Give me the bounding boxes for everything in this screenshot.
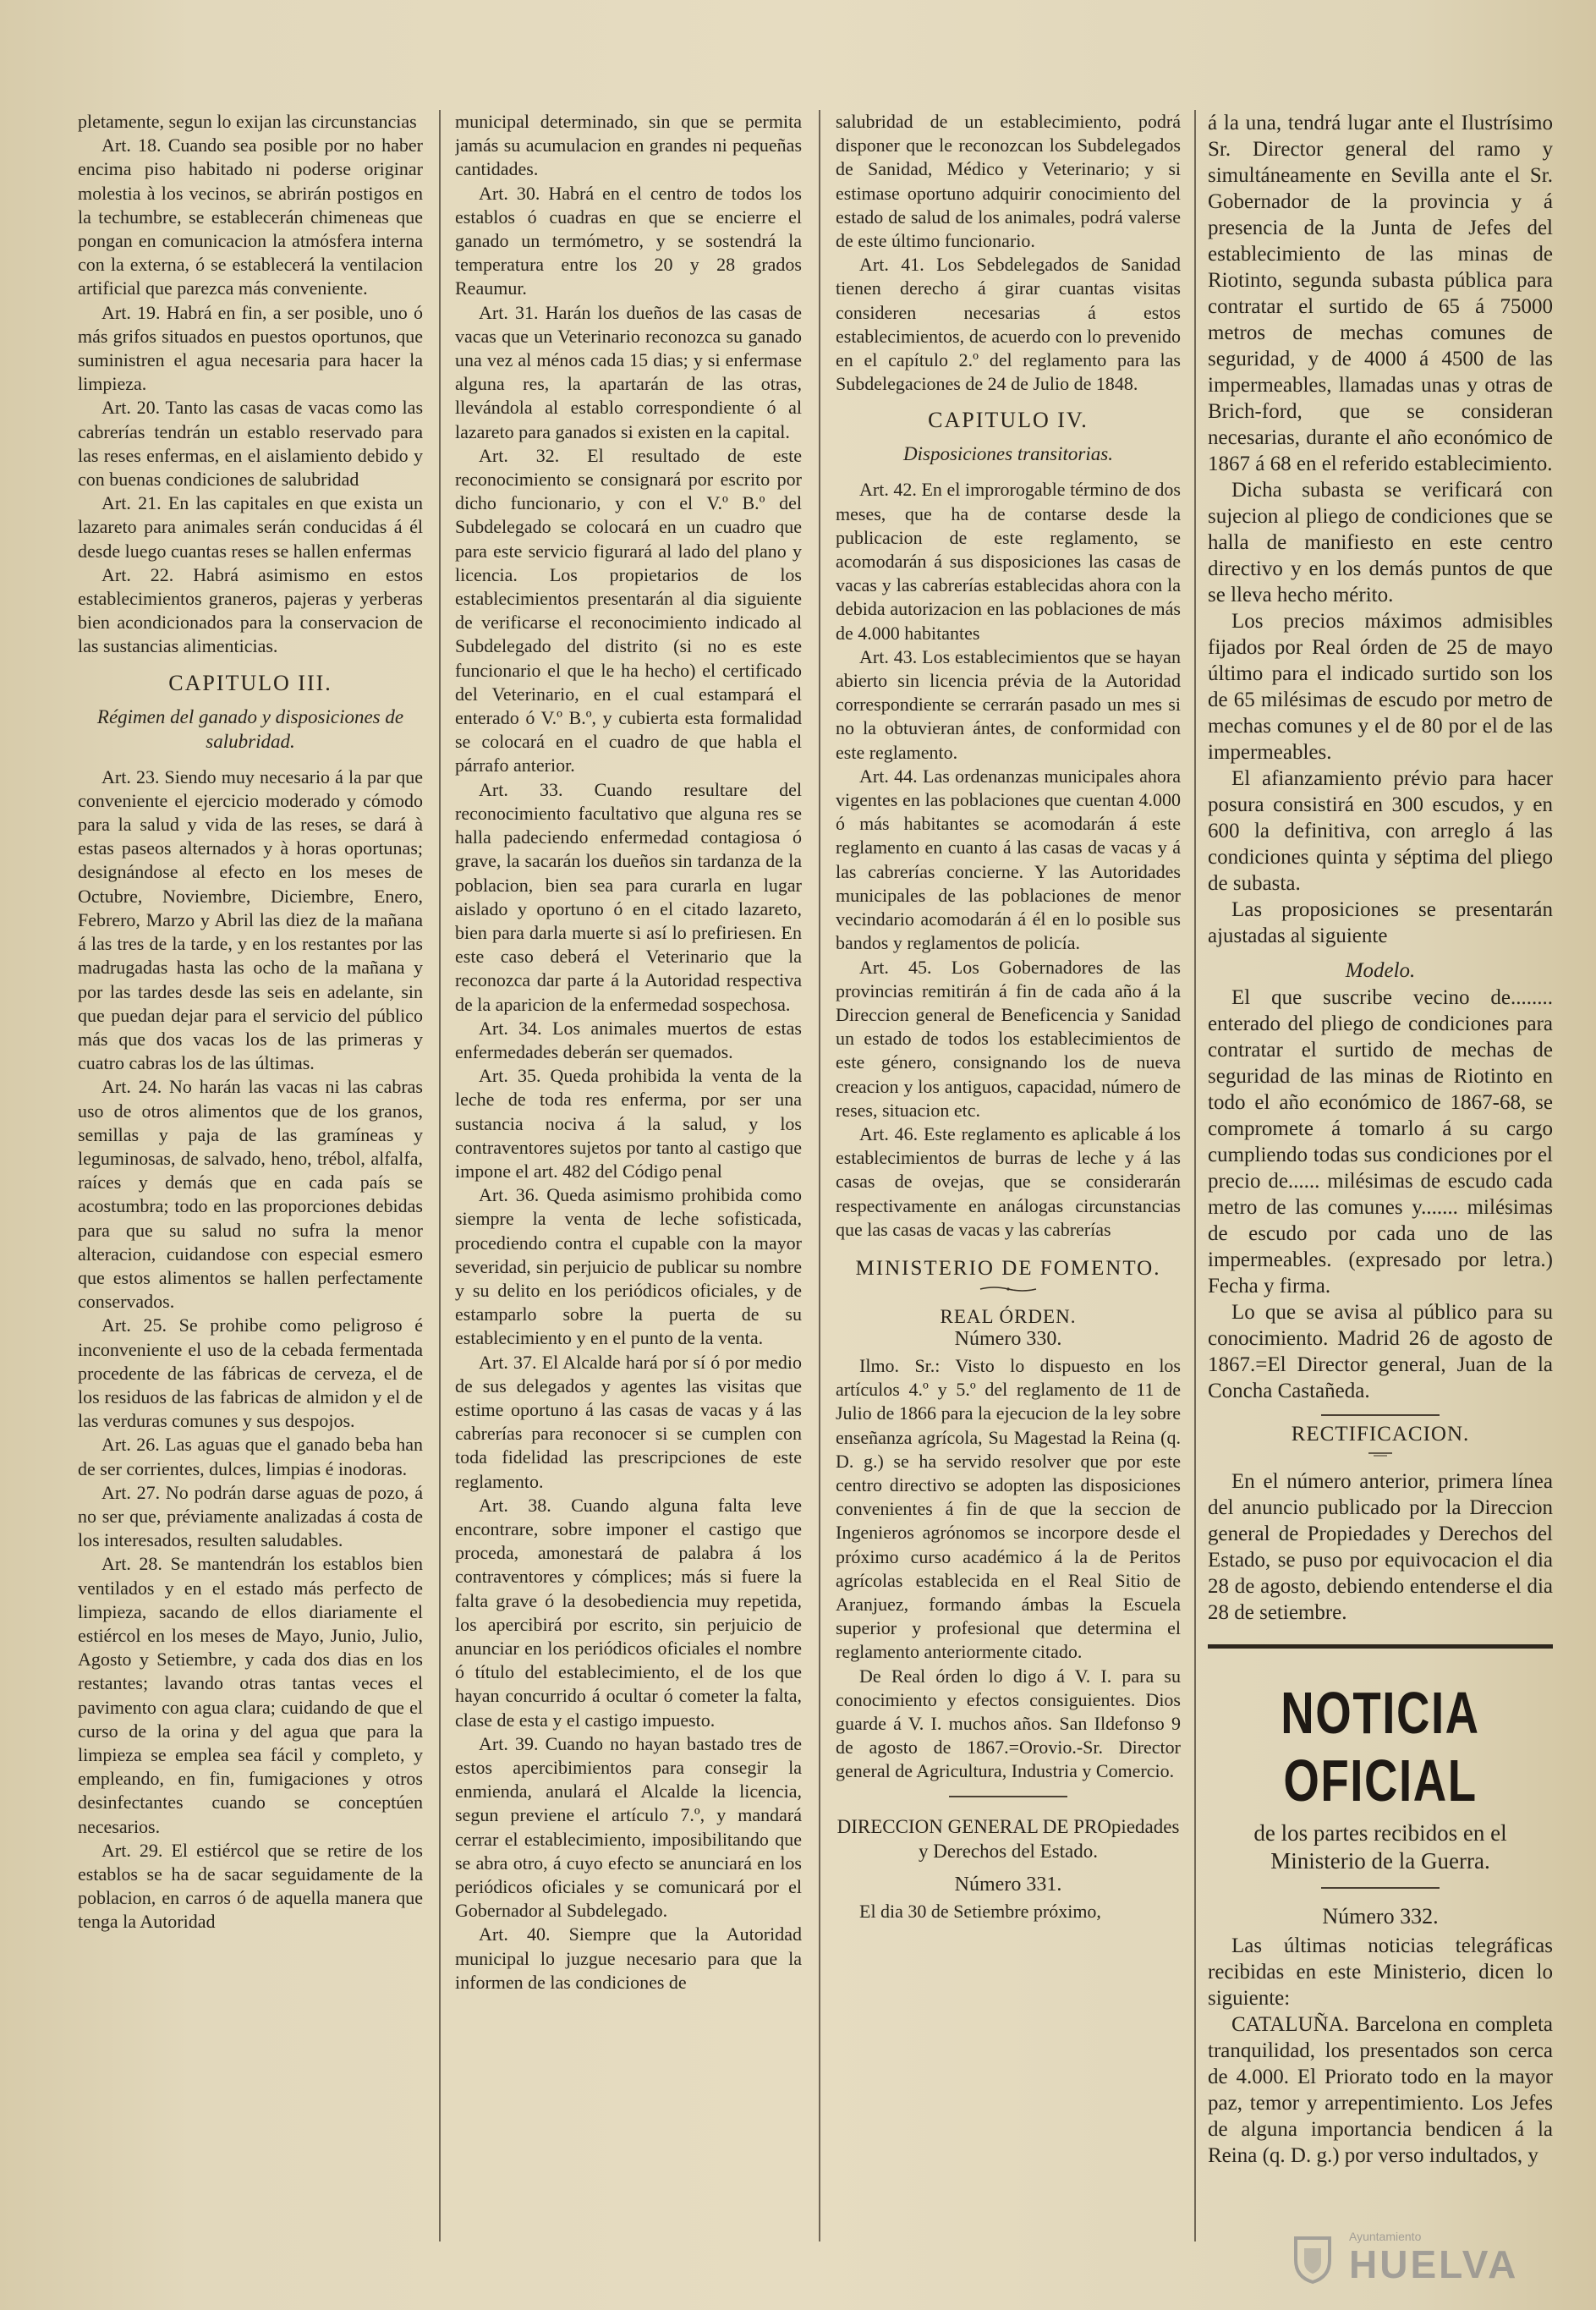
direction-heading: DIRECCION GENERAL DE PROpiedades y Derechos del Estado. bbox=[836, 1815, 1180, 1862]
paragraph: Ilmo. Sr.: Visto lo dispuesto en los artículos 4.º y 5.º del reglamento de 11 de Julio de 1866 para la ejecucion de la ley sobre enseñanza agrícola, Su Magestad la Reina (q. D. g.) se ha servido resolver que por este centro directivo se adopten las disposiciones convenientes á fin de que la seccion de Ingenieros agrónomos se incorpore desde el próximo curso académico á la de Peritos agrícolas establecida en el Real Sitio de Aranjuez, formando ámbas la Escuela superior y profesional que determina el reglamento anteriormente citado. bbox=[836, 1354, 1181, 1663]
article-40: Art. 40. Siempre que la Autoridad municipal lo juzgue necesario para que la informen de las condiciones de bbox=[455, 1923, 802, 1993]
column-rule bbox=[1194, 110, 1196, 2241]
ornament-divider-icon bbox=[979, 1286, 1038, 1292]
article-19: Art. 19. Habrá en fin, a ser posible, uno ó más grifos situados en puestos oportunos, que suministren el agua necesaria para hacer la limpieza. bbox=[78, 301, 423, 395]
divider bbox=[1321, 1887, 1440, 1889]
article-21: Art. 21. En las capitales en que exista un lazareto para animales serán conducidas á él desde luego cuantas reses se hallen enfermas bbox=[78, 492, 423, 562]
article-29: Art. 29. El estiércol que se retire de los establos se ha de sacar seguidamente de la poblacion, en carros ó de aquella manera que tenga la Autoridad bbox=[78, 1839, 423, 1933]
ministry-heading: MINISTERIO DE FOMENTO. bbox=[855, 1256, 1161, 1280]
article-24: Art. 24. No harán las vacas ni las cabras uso de otros alimentos que de los granos, semillas y paja de las gramíneas y leguminosas, de salvado, heno, trébol, alfalfa, raíces y demás que en cada país se acostumbra; todo en las proporciones debidas para que su salud no sufra la menor alteracion, cuidandose con especial esmero que estos alimentos se hallen perfectamente conservados. bbox=[78, 1076, 423, 1313]
column-rule bbox=[819, 110, 820, 2241]
model-heading: Modelo. bbox=[1345, 959, 1416, 982]
paragraph: salubridad de un establecimiento, podrá disponer que le reconozcan los Subdelegados de Sanidad, Médico y Veterinario; y si estimase oportuno adquirir conocimiento del estado de salud de los animales, podrá valerse de este último funcionario. bbox=[836, 111, 1181, 252]
article-22: Art. 22. Habrá asimismo en estos establecimientos graneros, pajeras y yerberas bien acondicionados para la conservacion de las sustancias alimenticias. bbox=[78, 563, 423, 657]
paragraph: Las últimas noticias telegráficas recibidas en este Ministerio, dicen lo siguiente: bbox=[1208, 1934, 1553, 2010]
article-39: Art. 39. Cuando no hayan bastado tres de estos apercibimientos para consegir la enmienda, anulará el Alcalde la licencia, segun previene el artículo 7.º, y mandará cerrar el establecimiento, imposibilitando que se abra otro, á cuyo efecto se anunciará en los periódicos oficiales y se comunicará por el Gobernador al Subdelegado. bbox=[455, 1732, 802, 1922]
rectification-heading: RECTIFICACION. bbox=[1291, 1423, 1470, 1446]
article-37: Art. 37. El Alcalde hará por sí ó por medio de sus delegados y agentes las visitas que estime oportuno á las casas de vacas y á las cabrerías para reconocer si se cumplen con toda fidelidad las prescripciones de este reglamento. bbox=[455, 1351, 802, 1492]
noticia-subtitle: de los partes recibidos en el Ministerio de la Guerra. bbox=[1253, 1820, 1507, 1874]
article-36: Art. 36. Queda asimismo prohibida como siempre la venta de leche sofisticada, procediendo contra el cupable con la mayor severidad, sin perjuicio de publicar su nombre y su delito en los periódicos oficiales, y de estamparlo sobre la puerta de su establecimiento y en el punto de la venta. bbox=[455, 1184, 802, 1349]
paragraph: CATALUÑA. Barcelona en completa tranquilidad, los presentados son cerca de 4.000. El Priorato todo en la mayor paz, temor y arrepentimiento. Los Jefes de alguna importancia bendicen á la Reina (q. D. g.) por verso indultados, y bbox=[1208, 2013, 1553, 2167]
coat-of-arms-icon bbox=[1286, 2231, 1340, 2285]
paragraph: municipal determinado, sin que se permita jamás su acumulacion en grandes ni pequeñas cantidades. bbox=[455, 111, 802, 180]
order-number: Número 331. bbox=[954, 1873, 1062, 1896]
column-2 bbox=[455, 110, 802, 2241]
article-34: Art. 34. Los animales muertos de estas enfermedades deberán ser quemados. bbox=[455, 1017, 802, 1062]
column-3 bbox=[836, 110, 1181, 2241]
paragraph: El que suscribe vecino de........ enterado del pliego de condiciones para contratar el surtido de mechas de seguridad de las minas de Riotinto en todo el año económico de 1867-68, se compromete á tomarlo á su cargo cumpliendo todas sus condiciones por el precio de...... milésimas de escudo cada metro de las comunes y....... milésimas de escudo por cada uno de las impermeables. (expresado por letra.) Fecha y firma. bbox=[1208, 986, 1553, 1298]
article-41: Art. 41. Los Sebdelegados de Sanidad tienen derecho á girar cuantas visitas consideren necesarias á estos establecimientos, de acuerdo con lo prevenido en el capítulo 2.º del reglamento para las Subdelegaciones de 24 de Julio de 1848. bbox=[836, 254, 1181, 395]
chapter-heading: CAPITULO III. bbox=[168, 670, 332, 695]
article-20: Art. 20. Tanto las casas de vacas como las cabrerías tendrán un establo reservado para las reses enfermas, en el aislamiento debido y con buenas condiciones de salubridad bbox=[78, 397, 423, 491]
real-orden-heading: REAL ÓRDEN. bbox=[940, 1305, 1077, 1327]
chapter-heading: CAPITULO IV. bbox=[928, 408, 1089, 433]
article-35: Art. 35. Queda prohibida la venta de la leche de toda res enferma, por ser una sustancia nociva á la salud, y los contraventores sujetos por tanto al castigo que impone el art. 482 del Código penal bbox=[455, 1065, 802, 1182]
short-dash-icon bbox=[1365, 1451, 1396, 1457]
column-rule bbox=[439, 110, 441, 2241]
paragraph: De Real órden lo digo á V. I. para su conocimiento y efectos consiguientes. Dios guarde á V. I. muchos años. San Ildefonso 9 de agosto de 1867.=Orovio.-Sr. Director general de Agricultura, Industria y Comercio. bbox=[836, 1665, 1181, 1782]
watermark-big-text: HUELVA bbox=[1349, 2242, 1519, 2286]
chapter-subtitle: Disposiciones transitorias. bbox=[903, 443, 1113, 465]
watermark-small-text: Ayuntamiento bbox=[1349, 2230, 1422, 2243]
paragraph: El afianzamiento prévio para hacer posura consistirá en 300 escudos, y en 600 la definitiva, con arreglo á las condiciones quinta y séptima del pliego de subasta. bbox=[1208, 767, 1553, 895]
chapter-subtitle: Régimen del ganado y disposiciones de salubridad. bbox=[96, 705, 404, 752]
column-4 bbox=[1208, 110, 1553, 2225]
paragraph: Dicha subasta se verificará con sujecion al pliego de condiciones que se halla de manifiesto en este centro directivo y en los demás puntos de que se lleva hecho mérito. bbox=[1208, 479, 1553, 606]
paragraph: Las proposiciones se presentarán ajustadas al siguiente bbox=[1208, 898, 1553, 947]
order-number: Número 330. bbox=[954, 1327, 1062, 1350]
article-44: Art. 44. Las ordenanzas municipales ahora vigentes en las poblaciones que cuentan 4.000 ó más habitantes se acomodarán á este reglamento en cuanto á las casas de vacas y á las cabrerías concierne. Y las Autoridades municipales de las poblaciones de menor vecindario acomodarán á él en lo posible sus bandos y reglamentos de policía. bbox=[836, 765, 1181, 954]
article-46: Art. 46. Este reglamento es aplicable á los establecimientos de burras de leche y á las casas de ovejas, que se considerarán respectivamente en análogas circunstancias que las casas de vacas y las cabrerías bbox=[836, 1122, 1181, 1240]
article-45: Art. 45. Los Gobernadores de las provincias remitirán á fin de cada año á la Direccion general de Beneficencia y Sanidad un estado de todos los establecimientos de este género, consignando los de nueva creacion y los antiguos, capacidad, número de reses, situacion etc. bbox=[836, 956, 1181, 1121]
noticia-oficial-title: NOTICIA OFICIAL bbox=[1281, 1680, 1480, 1813]
paragraph: á la una, tendrá lugar ante el Ilustrísimo Sr. Director general del ramo y simultáneamente en Sevilla ante el Sr. Gobernador de la provincia y á presencia de la Junta de Jefes del establecimiento de las minas de Riotinto, segunda subasta pública para contratar el surtido de 65 á 75000 metros de mechas comunes de seguridad, y de 4000 á 4500 de las impermeables, llamadas unas y otras de Brich-ford, que se consideran necesarias, durante el año económico de 1867 á 68 en el referido establecimiento. bbox=[1208, 112, 1553, 475]
article-27: Art. 27. No podrán darse aguas de pozo, á no ser que, préviamente analizadas á costa de los interesados, resulten saludables. bbox=[78, 1481, 423, 1551]
paragraph: pletamente, segun lo exijan las circunstancias bbox=[78, 111, 417, 132]
paragraph: Los precios máximos admisibles fijados por Real órden de 25 de mayo último para el indicado surtido son los de 65 milésimas de escudo por metro de mechas comunes y el de 80 por el de las impermeables. bbox=[1208, 610, 1553, 764]
column-1 bbox=[78, 110, 423, 2241]
article-23: Art. 23. Siendo muy necesario á la par que conveniente el ejercicio moderado y cómodo para la salud y vida de las reses, se dará à estas paseos alternados y à horas oportunas; designándose al efecto en los meses de Octubre, Noviembre, Diciembre, Enero, Febrero, Marzo y Abril las diez de la mañana á las tres de la tarde, y en los restantes por las madrugadas hasta las ocho de la mañana y por las tardes desde las seis en adelante, sin que puedan dejar para el servicio del público más que dos vacas los de las primeras y cuatro cabras los de las últimas. bbox=[78, 765, 423, 1074]
article-25: Art. 25. Se prohibe como peligroso é inconveniente el uso de la cebada fermentada procedente de las fábricas de cerveza, el de los residuos de las fabricas de almidon y el de las verduras comunes y sus despojos. bbox=[78, 1314, 423, 1432]
article-38: Art. 38. Cuando alguna falta leve encontrare, sobre imponer el castigo que proceda, amonestará de palabra á los contraventores y cómplices; más si fuere la falta grave ó la desobediencia muy repetida, los apercibirá por escrito, sin perjuicio de anunciar en los periódicos oficiales el nombre ó título del establecimiento, el de los que hayan concurrido á ocultar ó cometer la falta, clase de esta y el castigo impuesto. bbox=[455, 1494, 802, 1731]
divider bbox=[1321, 1414, 1440, 1416]
thick-rule bbox=[1208, 1644, 1553, 1649]
article-33: Art. 33. Cuando resultare del reconocimiento facultativo que alguna res se halla padeciendo enfermedad contagiosa ó grave, la sacarán los dueños sin tardanza de la poblacion, bien sea para curarla en lugar aislado y oportuno ó en el citado lazareto, bien para darla muerte si así lo prefiriesen. En este caso deberá el Veterinario que la reconozca dar parte á la Autoridad respectiva de la aparicion de la enfermedad sospechosa. bbox=[455, 778, 802, 1015]
article-31: Art. 31. Harán los dueños de las casas de vacas que un Veterinario reconozca su ganado una vez al ménos cada 15 dias; y si enfermase alguna res, la apartarán de las otras, llevándola al establo correspondiente ó al lazareto para ganados si existen en la capital. bbox=[455, 301, 802, 442]
article-30: Art. 30. Habrá en el centro de todos los establos ó cuadras en que se encierre el ganado un termómetro, y se sostendrá la temperatura entre los 20 y 28 grados Reaumur. bbox=[455, 182, 802, 299]
divider bbox=[949, 1796, 1067, 1797]
paragraph: En el número anterior, primera línea del anuncio publicado por la Direccion general de Propiedades y Derechos del Estado, se puso por equivocacion el dia 28 de agosto, debiendo entenderse el dia 28 de setiembre. bbox=[1208, 1470, 1553, 1624]
article-43: Art. 43. Los establecimientos que se hayan abierto sin licencia prévia de la Autoridad correspondiente se cerrarán pasado un mes si no la obtuvieran ántes, de conformidad con este reglamento. bbox=[836, 645, 1181, 763]
paragraph: Lo que se avisa al público para su conocimiento. Madrid 26 de agosto de 1867.=El Director general, Juan de la Concha Castañeda. bbox=[1208, 1301, 1553, 1402]
article-18: Art. 18. Cuando sea posible por no haber encima piso habitado ni poderse originar molestia à los vecinos, se abrirán postigos en la techumbre, se establecerán chimeneas que pongan en comunicacion la atmósfera interna con la externa, ó se establecerá la ventilacion artificial que parezca más conveniente. bbox=[78, 134, 423, 299]
order-number: Número 332. bbox=[1322, 1904, 1439, 1929]
article-26: Art. 26. Las aguas que el ganado beba han de ser corrientes, dulces, limpias é inodoras. bbox=[78, 1434, 423, 1479]
paragraph: El dia 30 de Setiembre próximo, bbox=[859, 1900, 1101, 1922]
article-42: Art. 42. En el improrogable término de dos meses, que ha de contarse desde la publicacion de este reglamento, se acomodarán á sus disposiciones las casas de vacas y las cabrerías establecidas ahora con la debida autorizacion en las poblaciones de más de 4.000 habitantes bbox=[836, 479, 1181, 644]
article-28: Art. 28. Se mantendrán los establos bien ventilados y en el estado más perfecto de limpieza, sacando de ellos diariamente el estiércol en los meses de Mayo, Junio, Julio, Agosto y Setiembre, y cada dos dias en los restantes; lavando otras tantas veces el pavimento con agua clara; cuidando de que el curso de la orina y del agua que para la limpieza se emplea sea fácil y completo, y empleando, en fin, fumigaciones y otros desinfectantes cuando se conceptúen necesarios. bbox=[78, 1553, 423, 1837]
article-32: Art. 32. El resultado de este reconocimiento se consignará por escrito por dicho funcionario, y con el V.º B.º del Subdelegado se colocará en un cuadro que para este servicio figurará al lado del plano y licencia. Los propietarios de los establecimientos presentarán al dia siguiente de verificarse el reconocimiento indicado al Subdelegado del distrito (si no es este funcionario el que le ha hecho) el certificado del Veterinario, en el cual estampará el enterado ó V.º B.º, y cubierta esta formalidad se colocará en el cuadro de que habla el párrafo anterior. bbox=[455, 444, 802, 776]
archive-watermark bbox=[1269, 2225, 1573, 2292]
